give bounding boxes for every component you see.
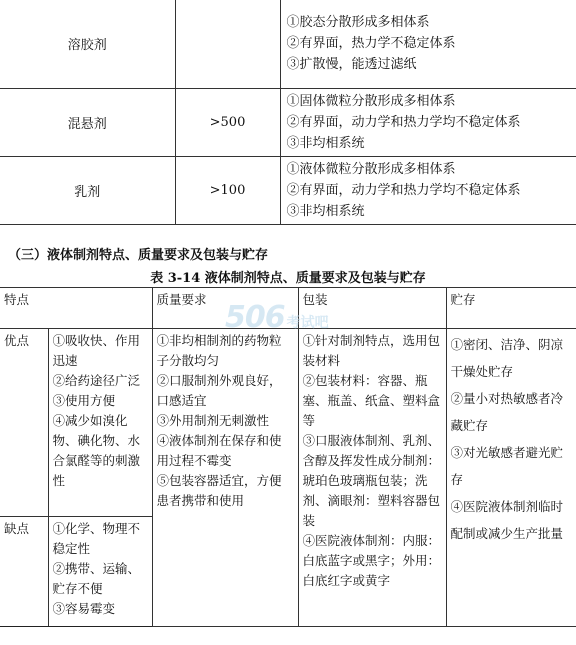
disadvantage-item: ③容易霉变	[52, 601, 116, 616]
table-caption: 表 3-14 液体制剂特点、质量要求及包装与贮存	[150, 271, 426, 286]
property-item: ②有界面，动力学和热力学均不稳定体系	[286, 114, 521, 130]
property-item: ③非均相系统	[286, 135, 365, 151]
quality-item: ④液体制剂在保存和使用过程不霉变	[156, 433, 282, 468]
section-heading: （三）液体制剂特点、质量要求及包装与贮存	[8, 248, 269, 263]
packaging-item: ③口服液体制剂、乳剂、含醇及挥发性成分制剂：琥珀色玻璃瓶包装；洗剂、滴眼剂：塑料容器包装	[302, 433, 441, 528]
liquid-preparation-table	[0, 287, 576, 627]
quality-item: ③外用制剂无刺激性	[156, 413, 270, 428]
quality-item: ①非均相制剂的药物粒子分散均匀	[156, 333, 282, 368]
advantages-cell	[48, 329, 152, 517]
disadvantage-item: ②携带、运输、贮存不便	[52, 561, 141, 596]
property-item: ①胶态分散形成多相体系	[286, 15, 430, 31]
system-name: 混悬剂	[0, 88, 175, 156]
table-row	[0, 329, 576, 517]
header-quality: 质量要求	[152, 288, 298, 329]
system-name: 溶胶剂	[0, 0, 175, 88]
disadvantages-cell	[48, 517, 152, 627]
watermark-text: 考试吧	[286, 315, 329, 331]
header-storage: 贮存	[446, 288, 576, 329]
storage-item: ①密闭、洁净、阴凉干燥处贮存	[450, 337, 564, 379]
dispersion-table	[0, 0, 576, 225]
storage-cell	[446, 329, 576, 627]
advantage-label: 优点	[0, 329, 48, 517]
disadvantage-label: 缺点	[0, 517, 48, 627]
packaging-item: ①针对制剂特点，选用包装材料	[302, 333, 441, 368]
header-features: 特点	[0, 288, 152, 329]
storage-item: ③对光敏感者避光贮存	[450, 445, 564, 487]
table-row	[0, 156, 576, 224]
properties-cell	[280, 156, 576, 224]
properties-cell	[280, 0, 576, 88]
property-item: ②有界面，热力学不稳定体系	[286, 36, 456, 52]
advantage-item: ④减少如溴化物、碘化物、水合氯醛等的刺激性	[52, 413, 141, 488]
quality-item: ②口服制剂外观良好，口感适宜	[156, 373, 282, 408]
advantage-item: ③使用方便	[52, 393, 116, 408]
property-item: ③扩散慢，能透过滤纸	[286, 57, 417, 73]
property-item: ②有界面，动力学和热力学均不稳定体系	[286, 182, 521, 198]
watermark-number: 506	[225, 300, 285, 335]
table-row	[0, 0, 576, 88]
table-row	[0, 88, 576, 156]
properties-cell	[280, 88, 576, 156]
size-ratio: >500	[175, 88, 280, 156]
header-packaging: 包装	[298, 288, 446, 329]
packaging-cell	[298, 329, 446, 627]
table-header-row	[0, 288, 576, 329]
size-ratio: >100	[175, 156, 280, 224]
size-ratio	[175, 0, 280, 88]
system-name: 乳剂	[0, 156, 175, 224]
storage-item: ②量小对热敏感者冷藏贮存	[450, 391, 564, 433]
quality-cell	[152, 329, 298, 627]
advantage-item: ②给药途径广泛	[52, 373, 141, 388]
storage-item: ④医院液体制剂临时配制或减少生产批量	[450, 499, 564, 541]
property-item: ③非均相系统	[286, 203, 365, 219]
advantage-item: ①吸收快、作用迅速	[52, 333, 141, 368]
property-item: ①液体微粒分散形成多相体系	[286, 161, 456, 177]
packaging-item: ④医院液体制剂：内服：白底蓝字或黑字；外用：白底红字或黄字	[302, 533, 441, 588]
disadvantage-item: ①化学、物理不稳定性	[52, 521, 141, 556]
packaging-item: ②包装材料：容器、瓶塞、瓶盖、纸盒、塑料盒等	[302, 373, 441, 428]
quality-item: ⑤包装容器适宜，方便患者携带和使用	[156, 473, 282, 508]
property-item: ①固体微粒分散形成多相体系	[286, 93, 456, 109]
